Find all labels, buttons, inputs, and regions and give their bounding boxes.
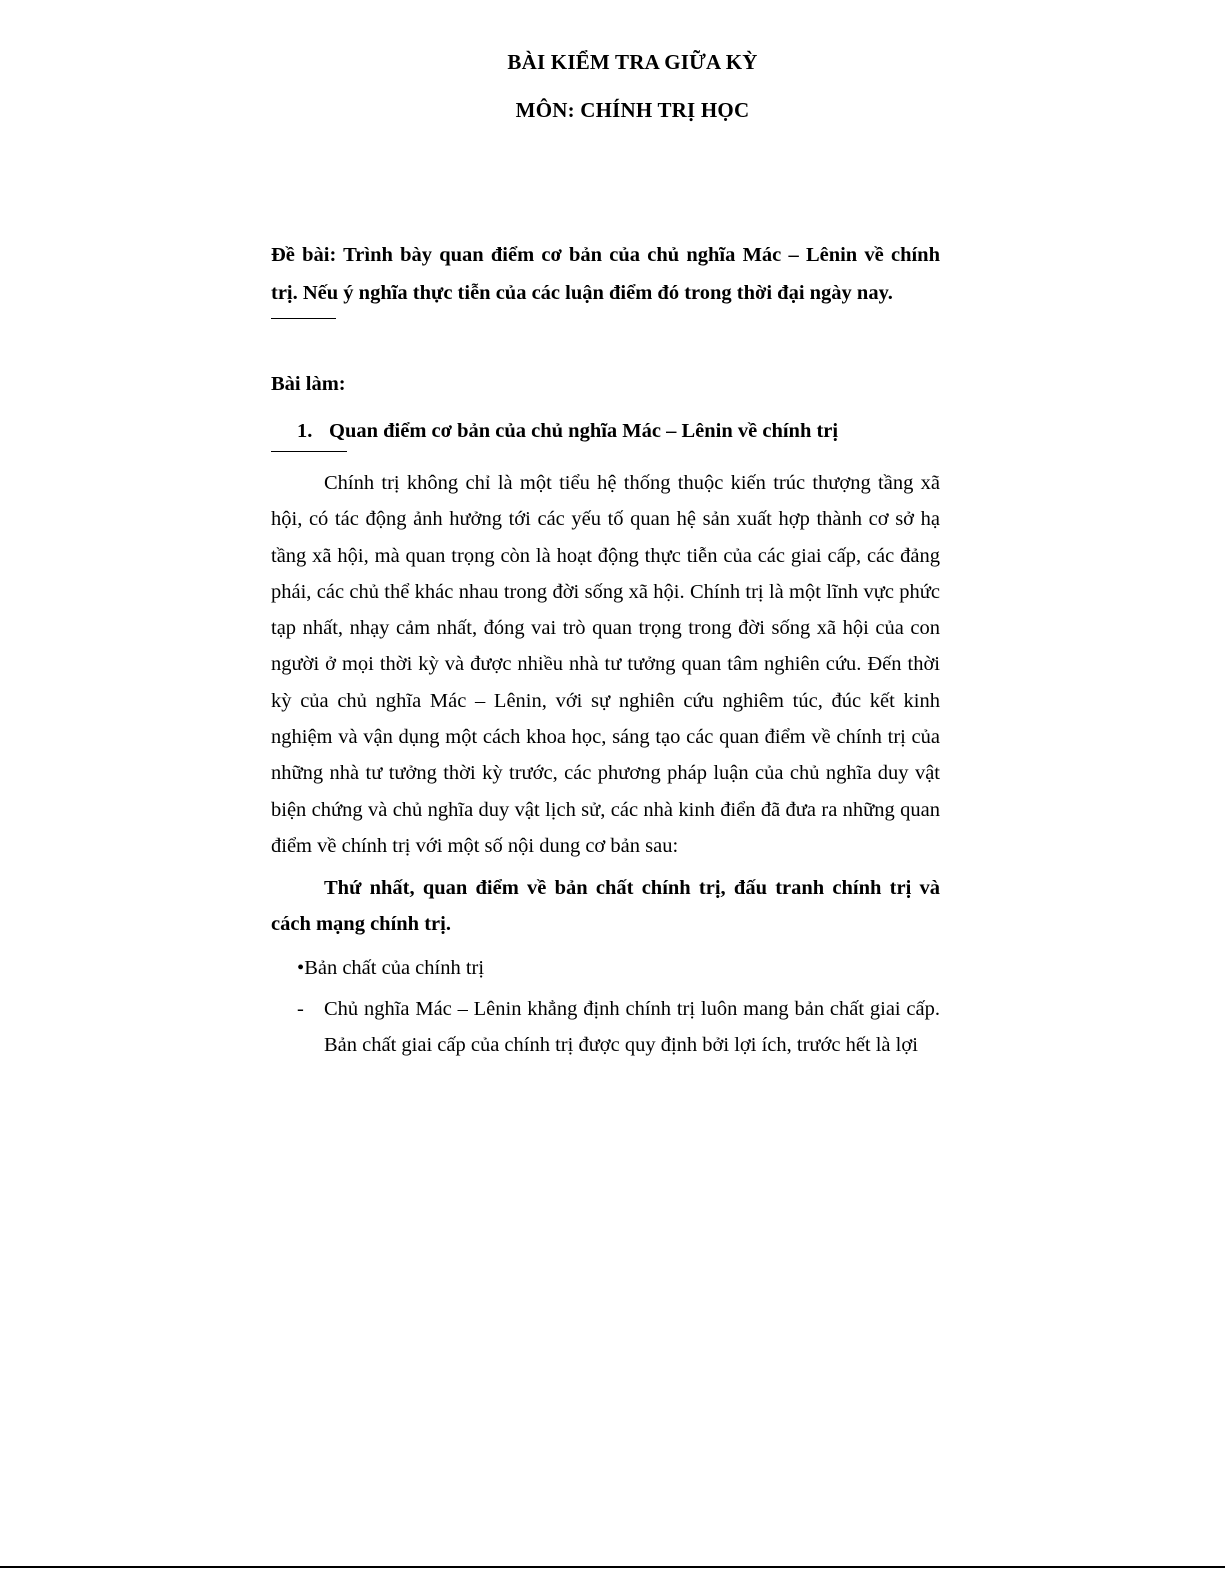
document-title: BÀI KIỂM TRA GIỮA KỲ [507,50,758,74]
bullet-marker: • [297,957,305,979]
bullet-item [297,957,484,980]
dash-item-text: Chủ nghĩa Mác – Lênin khẳng định chính trị luôn mang bản chất giai cấp. Bản chất giai cấp của chính trị được quy định bởi lợi ích, trước hết là lợi [324,998,940,1057]
section-heading [297,420,838,443]
first-point-heading: Thứ nhất, quan điểm về bản chất chính trị, đấu tranh chính trị và cách mạng chính trị. [271,877,940,936]
bullet-text: Bản chất của chính trị [304,957,485,979]
dash-marker: - [297,998,304,1020]
section-number: 1. [297,420,313,442]
answer-label: Bài làm: [271,373,346,395]
section-heading-underline [271,451,347,452]
assignment-prompt: Đề bài: Trình bày quan điểm cơ bản của chủ nghĩa Mác – Lênin về chính trị. Nếu ý nghĩa thực tiễn của các luận điểm đó trong thời đại ngày nay. [271,244,940,304]
dash-list-item [297,991,940,1064]
section-heading-text: Quan điểm cơ bản của chủ nghĩa Mác – Lênin về chính trị [329,420,839,442]
section-paragraph: Chính trị không chỉ là một tiểu hệ thống thuộc kiến trúc thượng tầng xã hội, có tác động ảnh hưởng tới các yếu tố quan hệ sản xuất hợp thành cơ sở hạ tầng xã hội, mà quan trọng còn là hoạt động thực tiễn của các giai cấp, các đảng phái, các chủ thể khác nhau trong đời sống xã hội. Chính trị là một lĩnh vực phức tạp nhất, nhạy cảm nhất, đóng vai trò quan trọng trong đời sống xã hội của con người ở mọi thời kỳ và được nhiều nhà tư tưởng quan tâm nghiên cứu. Đến thời kỳ của chủ nghĩa Mác – Lênin, với sự nghiên cứu nghiêm túc, đúc kết kinh nghiệm và vận dụng một cách khoa học, sáng tạo các quan điểm về chính trị của những nhà tư tưởng thời kỳ trước, các phương pháp luận của chủ nghĩa duy vật biện chứng và chủ nghĩa duy vật lịch sử, các nhà kinh điển đã đưa ra những quan điểm về chính trị với một số nội dung cơ bản sau: [271,472,940,857]
page-bottom-border [0,1566,1225,1568]
prompt-underline [271,318,336,319]
document-subject: MÔN: CHÍNH TRỊ HỌC [515,98,750,122]
